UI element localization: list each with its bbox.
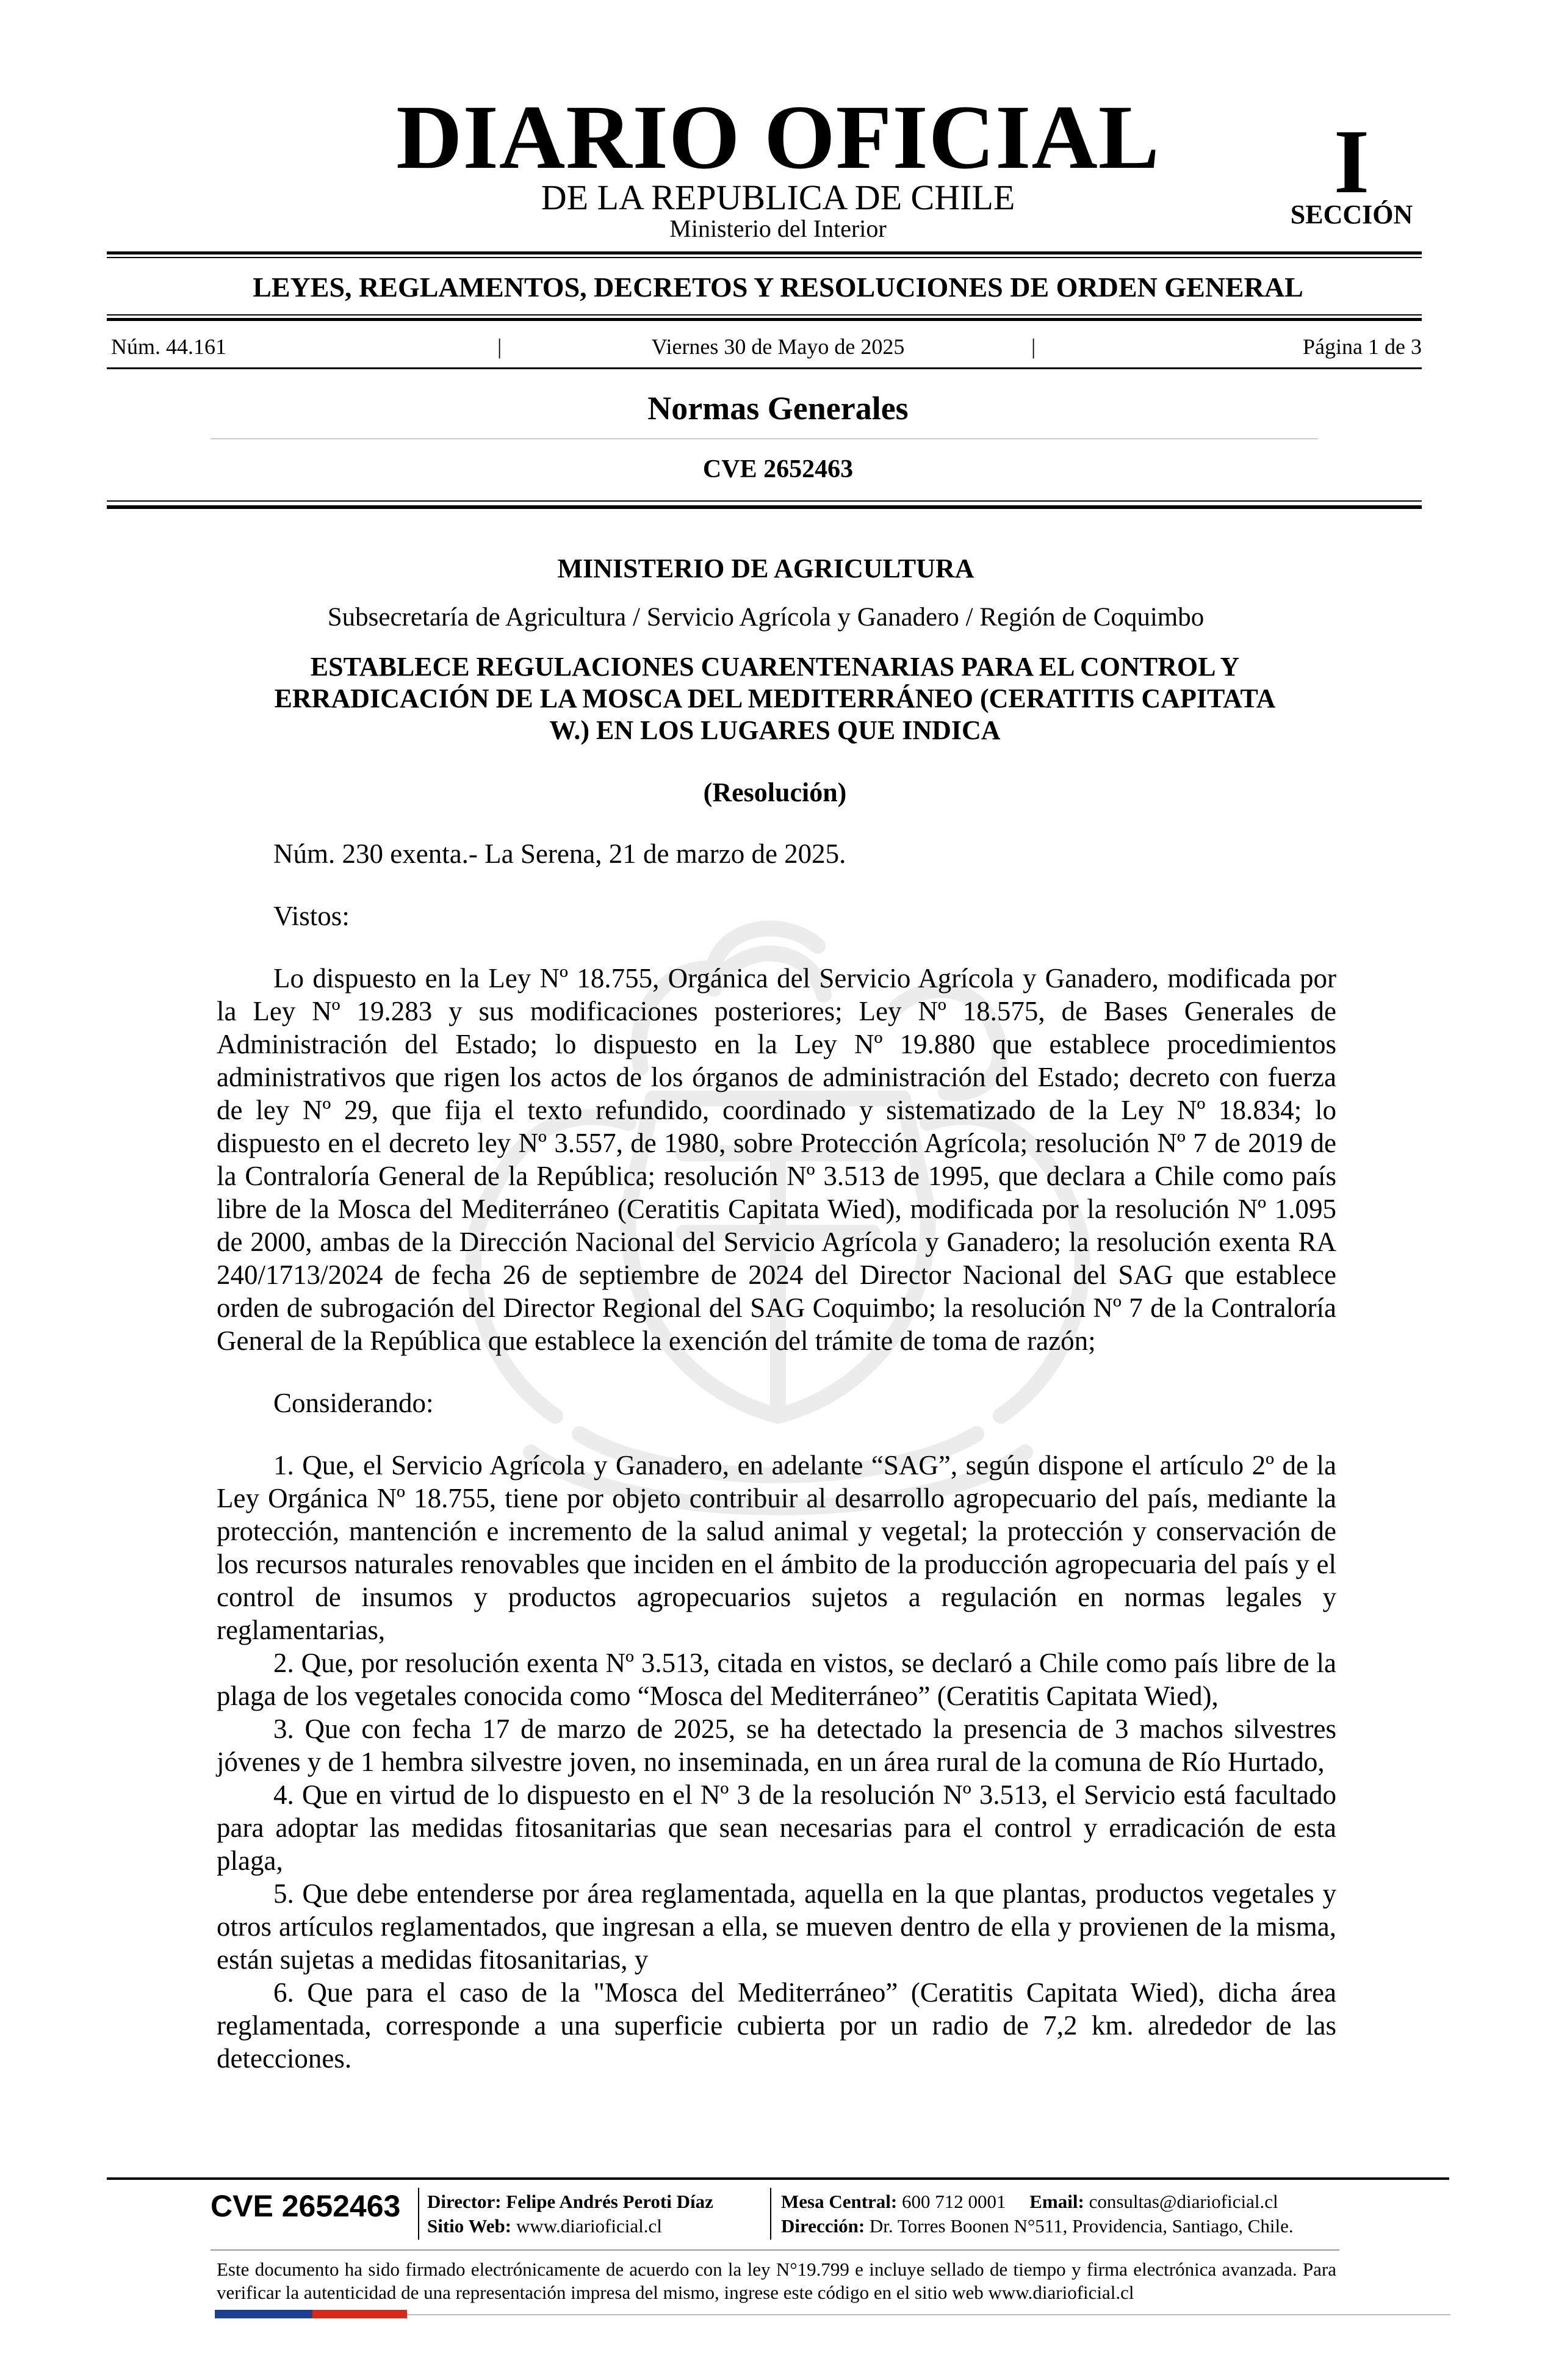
address-value: Dr. Torres Boonen N°511, Providencia, Santiago, Chile.: [869, 2215, 1294, 2237]
footer-director-block: [427, 2190, 713, 2238]
resolution-title-line: W.) EN LOS LUGARES QUE INDICA: [549, 715, 1001, 745]
website-label: Sitio Web:: [427, 2215, 512, 2237]
document-body: [217, 837, 1336, 2075]
director-label: Director:: [427, 2191, 502, 2212]
section-title: Normas Generales: [647, 390, 909, 427]
subsecretaria: Subsecretaría de Agricultura / Servicio Agrícola y Ganadero / Región de Coquimbo: [327, 603, 1205, 632]
ministry-name: MINISTERIO DE AGRICULTURA: [557, 554, 974, 583]
email-label: Email:: [1029, 2191, 1084, 2212]
cve-rule-bottom: [107, 505, 1422, 509]
footer-divider: [418, 2188, 419, 2240]
masthead-rule-bottom: [107, 257, 1422, 258]
footer-divider: [770, 2188, 771, 2240]
footer-rule-thin: [211, 2249, 1339, 2251]
resolution-title: [0, 651, 1550, 746]
issue-date: Viernes 30 de Mayo de 2025: [651, 334, 905, 359]
vistos-heading: Vistos:: [273, 901, 350, 931]
footer-disclaimer: Este documento ha sido firmado electrónicamente de acuerdo con la ley N°19.799 e incluye sellado de tiempo y firma electrónica avanzada. Para verificar la autenticidad de una representación impresa del mismo, ingrese este código en el sitio web www.diarioficial.cl: [217, 2259, 1336, 2303]
email-link[interactable]: consultas@diarioficial.cl: [1089, 2191, 1278, 2212]
issue-number: Núm. 44.161: [111, 334, 226, 359]
resolution-title-line: ESTABLECE REGULACIONES CUARENTENARIAS PARA EL CONTROL Y: [310, 652, 1240, 682]
considerando-item: 5. Que debe entenderse por área reglamentada, aquella en la que plantas, productos vegetales y otros artículos reglamentados, que ingresan a ella, se mueven dentro de ella y provienen de la misma, están sujetas a medidas fitosanitarias, y: [217, 1878, 1336, 1975]
considerando-heading: Considerando:: [273, 1388, 434, 1418]
footer-cve-code: CVE 2652463: [211, 2189, 401, 2223]
info-separator: |: [1031, 334, 1036, 359]
address-label: Dirección:: [781, 2215, 865, 2237]
document-type: (Resolución): [703, 777, 847, 807]
considerando-item: 2. Que, por resolución exenta Nº 3.513, citada en vistos, se declaró a Chile como país libre de la plaga de los vegetales conocida como “Mosca del Mediterráneo” (Ceratitis Capitata Wied),: [217, 1648, 1336, 1711]
cve-rule-top: [107, 500, 1422, 502]
mesa-label: Mesa Central:: [781, 2191, 898, 2212]
masthead-ministry: Ministerio del Interior: [669, 215, 887, 242]
considerando-item: 6. Que para el caso de la "Mosca del Mediterráneo” (Ceratitis Capitata Wied), dicha área reglamentada, corresponde a una superficie cubierta por un radio de 7,2 km. alrededor de las detecciones.: [217, 1977, 1336, 2074]
category-rule-top: [107, 314, 1422, 316]
section-label: SECCIÓN: [1290, 200, 1413, 229]
flag-stripe-blue: [215, 2310, 312, 2318]
resolution-number: Núm. 230 exenta.- La Serena, 21 de marzo de 2025.: [273, 838, 846, 869]
page-indicator: Página 1 de 3: [1303, 334, 1422, 359]
masthead-rule-top: [107, 251, 1422, 254]
info-separator: |: [497, 334, 502, 359]
website-link[interactable]: www.diarioficial.cl: [516, 2215, 662, 2237]
section-title-rule: [211, 438, 1318, 439]
category-rule-bottom: [107, 318, 1422, 321]
mesa-phone: 600 712 0001: [902, 2191, 1006, 2212]
vistos-paragraph: Lo dispuesto en la Ley Nº 18.755, Orgánica del Servicio Agrícola y Ganadero, modificada por la Ley Nº 19.283 y sus modificaciones posteriores; Ley Nº 18.575, de Bases Generales de Administración del Estado; lo dispuesto en la Ley Nº 19.880 que establece procedimientos administrativos que rigen los actos de los órganos de administración del Estado; decreto con fuerza de ley Nº 29, que fija el texto refundido, coordinado y sistematizado de la Ley Nº 18.834; lo dispuesto en el decreto ley Nº 3.557, de 1980, sobre Protección Agrícola; resolución Nº 7 de 2019 de la Contraloría General de la República; resolución Nº 3.513 de 1995, que declara a Chile como país libre de la Mosca del Mediterráneo (Ceratitis Capitata Wied), modificada por la resolución Nº 1.095 de 2000, ambas de la Dirección Nacional del Servicio Agrícola y Ganadero; la resolución exenta RA 240/1713/2024 de fecha 26 de septiembre de 2024 del Director Nacional del SAG que establece orden de subrogación del Director Regional del SAG Coquimbo; la resolución Nº 7 de la Contraloría General de la República que establece la exención del trámite de toma de razón;: [217, 963, 1336, 1356]
director-name: Felipe Andrés Peroti Díaz: [506, 2191, 713, 2212]
considerando-item: 3. Que con fecha 17 de marzo de 2025, se ha detectado la presencia de 3 machos silvestres jóvenes y de 1 hembra silvestre joven, no inseminada, en un área rural de la comuna de Río Hurtado,: [217, 1714, 1336, 1777]
info-rule: [107, 367, 1422, 369]
footer-contact-block: [781, 2190, 1294, 2238]
section-number: I: [1333, 111, 1370, 212]
flag-stripe-rule: [407, 2314, 1450, 2315]
considerando-item: 4. Que en virtud de lo dispuesto en el Nº 3 de la resolución Nº 3.513, el Servicio está facultado para adoptar las medidas fitosanitarias que sean necesarias para el control y erradicación de esta plaga,: [217, 1780, 1336, 1876]
category-heading: LEYES, REGLAMENTOS, DECRETOS Y RESOLUCIONES DE ORDEN GENERAL: [253, 272, 1303, 303]
masthead-title: DIARIO OFICIAL: [396, 87, 1160, 188]
footer-rule: [107, 2177, 1449, 2180]
considerando-item: 1. Que, el Servicio Agrícola y Ganadero, en adelante “SAG”, según dispone el artículo 2º de la Ley Orgánica Nº 18.755, tiene por objeto contribuir al desarrollo agropecuario del país, mediante la protección, mantención e incremento de la salud animal y vegetal; la protección y conservación de los recursos naturales renovables que inciden en el ámbito de la producción agropecuaria del país y el control de insumos y productos agropecuarios sujetos a regulación en normas legales y reglamentarias,: [217, 1450, 1336, 1645]
cve-code: CVE 2652463: [702, 455, 854, 483]
masthead-subtitle: DE LA REPUBLICA DE CHILE: [541, 178, 1015, 217]
flag-stripe-red: [312, 2310, 407, 2318]
resolution-title-line: ERRADICACIÓN DE LA MOSCA DEL MEDITERRÁNEO (CERATITIS CAPITATA: [274, 683, 1276, 713]
